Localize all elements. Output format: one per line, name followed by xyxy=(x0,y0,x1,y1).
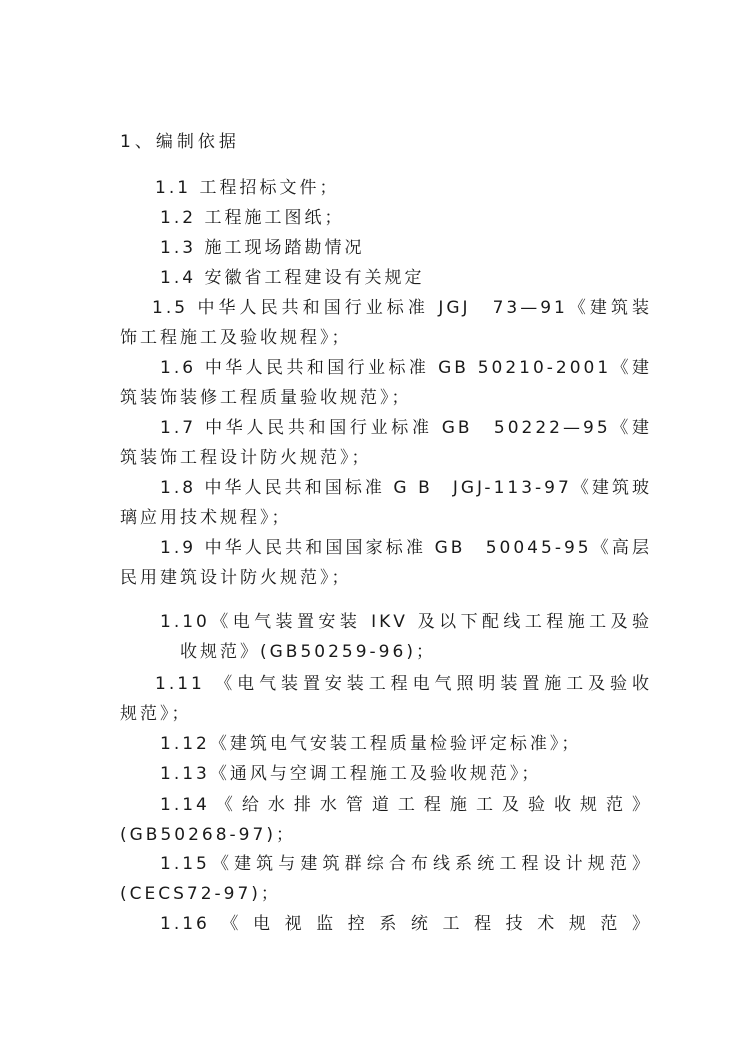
list-item-1-13: 1.13《通风与空调工程施工及验收规范》； xyxy=(160,764,542,784)
list-item-1-10-cont: 收规范》(GB50259-96)； xyxy=(180,642,436,662)
list-item-1-14-cont: (GB50268-97)； xyxy=(120,825,296,845)
list-item-1-3: 1.3 施工现场踏勘情况 xyxy=(160,238,365,258)
list-item-1-9-cont: 民用建筑设计防火规范》； xyxy=(120,568,352,588)
section-heading: 1、编制依据 xyxy=(120,132,240,152)
list-item-1-1: 1.1 工程招标文件； xyxy=(155,178,340,198)
list-item-1-6-cont: 筑装饰装修工程质量验收规范》； xyxy=(120,388,412,408)
list-item-1-7: 1.7 中华人民共和国行业标准 GB 50222—95《建 xyxy=(160,418,652,438)
list-item-1-15-cont: (CECS72-97)； xyxy=(120,884,281,904)
list-item-1-14: 1.14《给水排水管道工程施工及验收规范》 xyxy=(160,795,652,815)
list-item-1-5: 1.5 中华人民共和国行业标准 JGJ 73—91《建筑装 xyxy=(152,298,652,318)
list-item-1-11: 1.11 《电气装置安装工程电气照明装置施工及验收 xyxy=(155,674,652,694)
list-item-1-15: 1.15《建筑与建筑群综合布线系统工程设计规范》 xyxy=(160,854,652,874)
list-item-1-6: 1.6 中华人民共和国行业标准 GB 50210-2001《建 xyxy=(160,358,652,378)
list-item-1-12: 1.12《建筑电气安装工程质量检验评定标准》； xyxy=(160,734,582,754)
list-item-1-4: 1.4 安徽省工程建设有关规定 xyxy=(160,268,425,288)
list-item-1-5-cont: 饰工程施工及验收规程》； xyxy=(120,328,352,348)
list-item-1-9: 1.9 中华人民共和国国家标准 GB 50045-95《高层 xyxy=(160,538,652,558)
list-item-1-11-cont: 规范》； xyxy=(120,704,192,724)
list-item-1-16: 1.16《电视监控系统工程技术规范》 xyxy=(160,914,652,934)
list-item-1-8-cont: 璃应用技术规程》； xyxy=(120,508,292,528)
list-item-1-7-cont: 筑装饰工程设计防火规范》； xyxy=(120,448,372,468)
list-item-1-2: 1.2 工程施工图纸； xyxy=(160,208,345,228)
list-item-1-10: 1.10《电气装置安装 IKV 及以下配线工程施工及验 xyxy=(160,612,652,632)
list-item-1-8: 1.8 中华人民共和国标准 G B JGJ-113-97《建筑玻 xyxy=(160,478,652,498)
